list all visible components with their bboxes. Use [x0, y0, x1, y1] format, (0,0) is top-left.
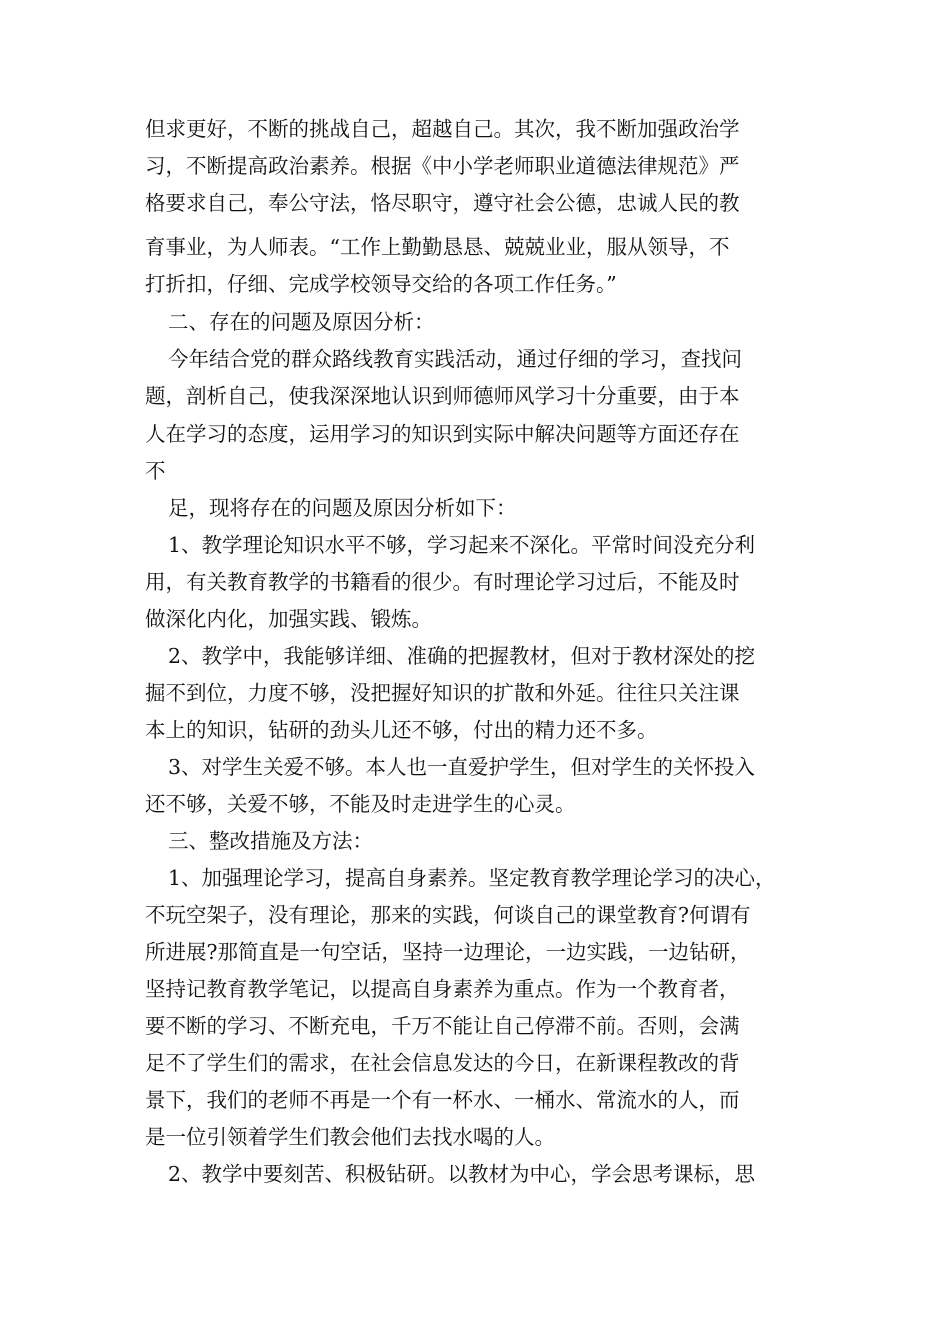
text-line: 题，剖析自己，使我深深地认识到师德师风学习十分重要，由于本	[145, 384, 740, 408]
text-line: 所进展?那简直是一句空话，坚持一边理论，一边实践，一边钻研，	[145, 940, 751, 964]
text-line: 3、对学生关爱不够。本人也一直爱护学生，但对学生的关怀投入	[168, 755, 756, 779]
text-line: 习，不断提高政治素养。根据《中小学老师职业道德法律规范》严	[145, 154, 740, 178]
text-line: 本上的知识，钻研的劲头儿还不够，付出的精力还不多。	[145, 718, 658, 742]
text-line: 坚持记教育教学笔记，以提高自身素养为重点。作为一个教育者，	[145, 977, 740, 1001]
text-line: 要不断的学习、不断充电，千万不能让自己停滞不前。否则，会满	[145, 1014, 740, 1038]
text-line: 1、加强理论学习，提高自身素养。坚定教育教学理论学习的决心，	[168, 866, 776, 890]
text-line: 足不了学生们的需求，在社会信息发达的今日，在新课程教改的背	[145, 1051, 740, 1075]
text-line: 1、教学理论知识水平不够，学习起来不深化。平常时间没充分利	[168, 533, 756, 557]
text-line: 不玩空架子，没有理论，那来的实践，何谈自己的课堂教育?何谓有	[145, 903, 751, 927]
text-line: 2、教学中要刻苦、积极钻研。以教材为中心，学会思考课标，思	[168, 1162, 756, 1186]
text-line: 育事业，为人师表。“工作上勤勤恳恳、兢兢业业，服从领导，不	[145, 235, 730, 259]
text-line: 格要求自己，奉公守法，恪尽职守，遵守社会公德，忠诚人民的教	[145, 191, 740, 215]
text-line: 还不够，关爱不够，不能及时走进学生的心灵。	[145, 792, 576, 816]
text-line: 是一位引领着学生们教会他们去找水喝的人。	[145, 1125, 555, 1149]
text-line: 打折扣，仔细、完成学校领导交给的各项工作任务。”	[145, 272, 617, 296]
text-line: 足，现将存在的问题及原因分析如下：	[168, 496, 517, 520]
text-line: 景下，我们的老师不再是一个有一杯水、一桶水、常流水的人，而	[145, 1088, 740, 1112]
text-line: 但求更好，不断的挑战自己，超越自己。其次，我不断加强政治学	[145, 117, 740, 141]
text-line: 不	[145, 459, 166, 483]
text-line: 人在学习的态度，运用学习的知识到实际中解决问题等方面还存在	[145, 422, 740, 446]
text-line: 今年结合党的群众路线教育实践活动，通过仔细的学习，查找问	[168, 347, 742, 371]
section-heading: 三、整改措施及方法：	[168, 829, 373, 853]
text-line: 2、教学中，我能够详细、准确的把握教材，但对于教材深处的挖	[168, 644, 756, 668]
text-line: 用，有关教育教学的书籍看的很少。有时理论学习过后，不能及时	[145, 570, 740, 594]
section-heading: 二、存在的问题及原因分析：	[168, 310, 435, 334]
text-line: 做深化内化，加强实践、锻炼。	[145, 607, 432, 631]
text-line: 掘不到位，力度不够，没把握好知识的扩散和外延。往往只关注课	[145, 681, 740, 705]
